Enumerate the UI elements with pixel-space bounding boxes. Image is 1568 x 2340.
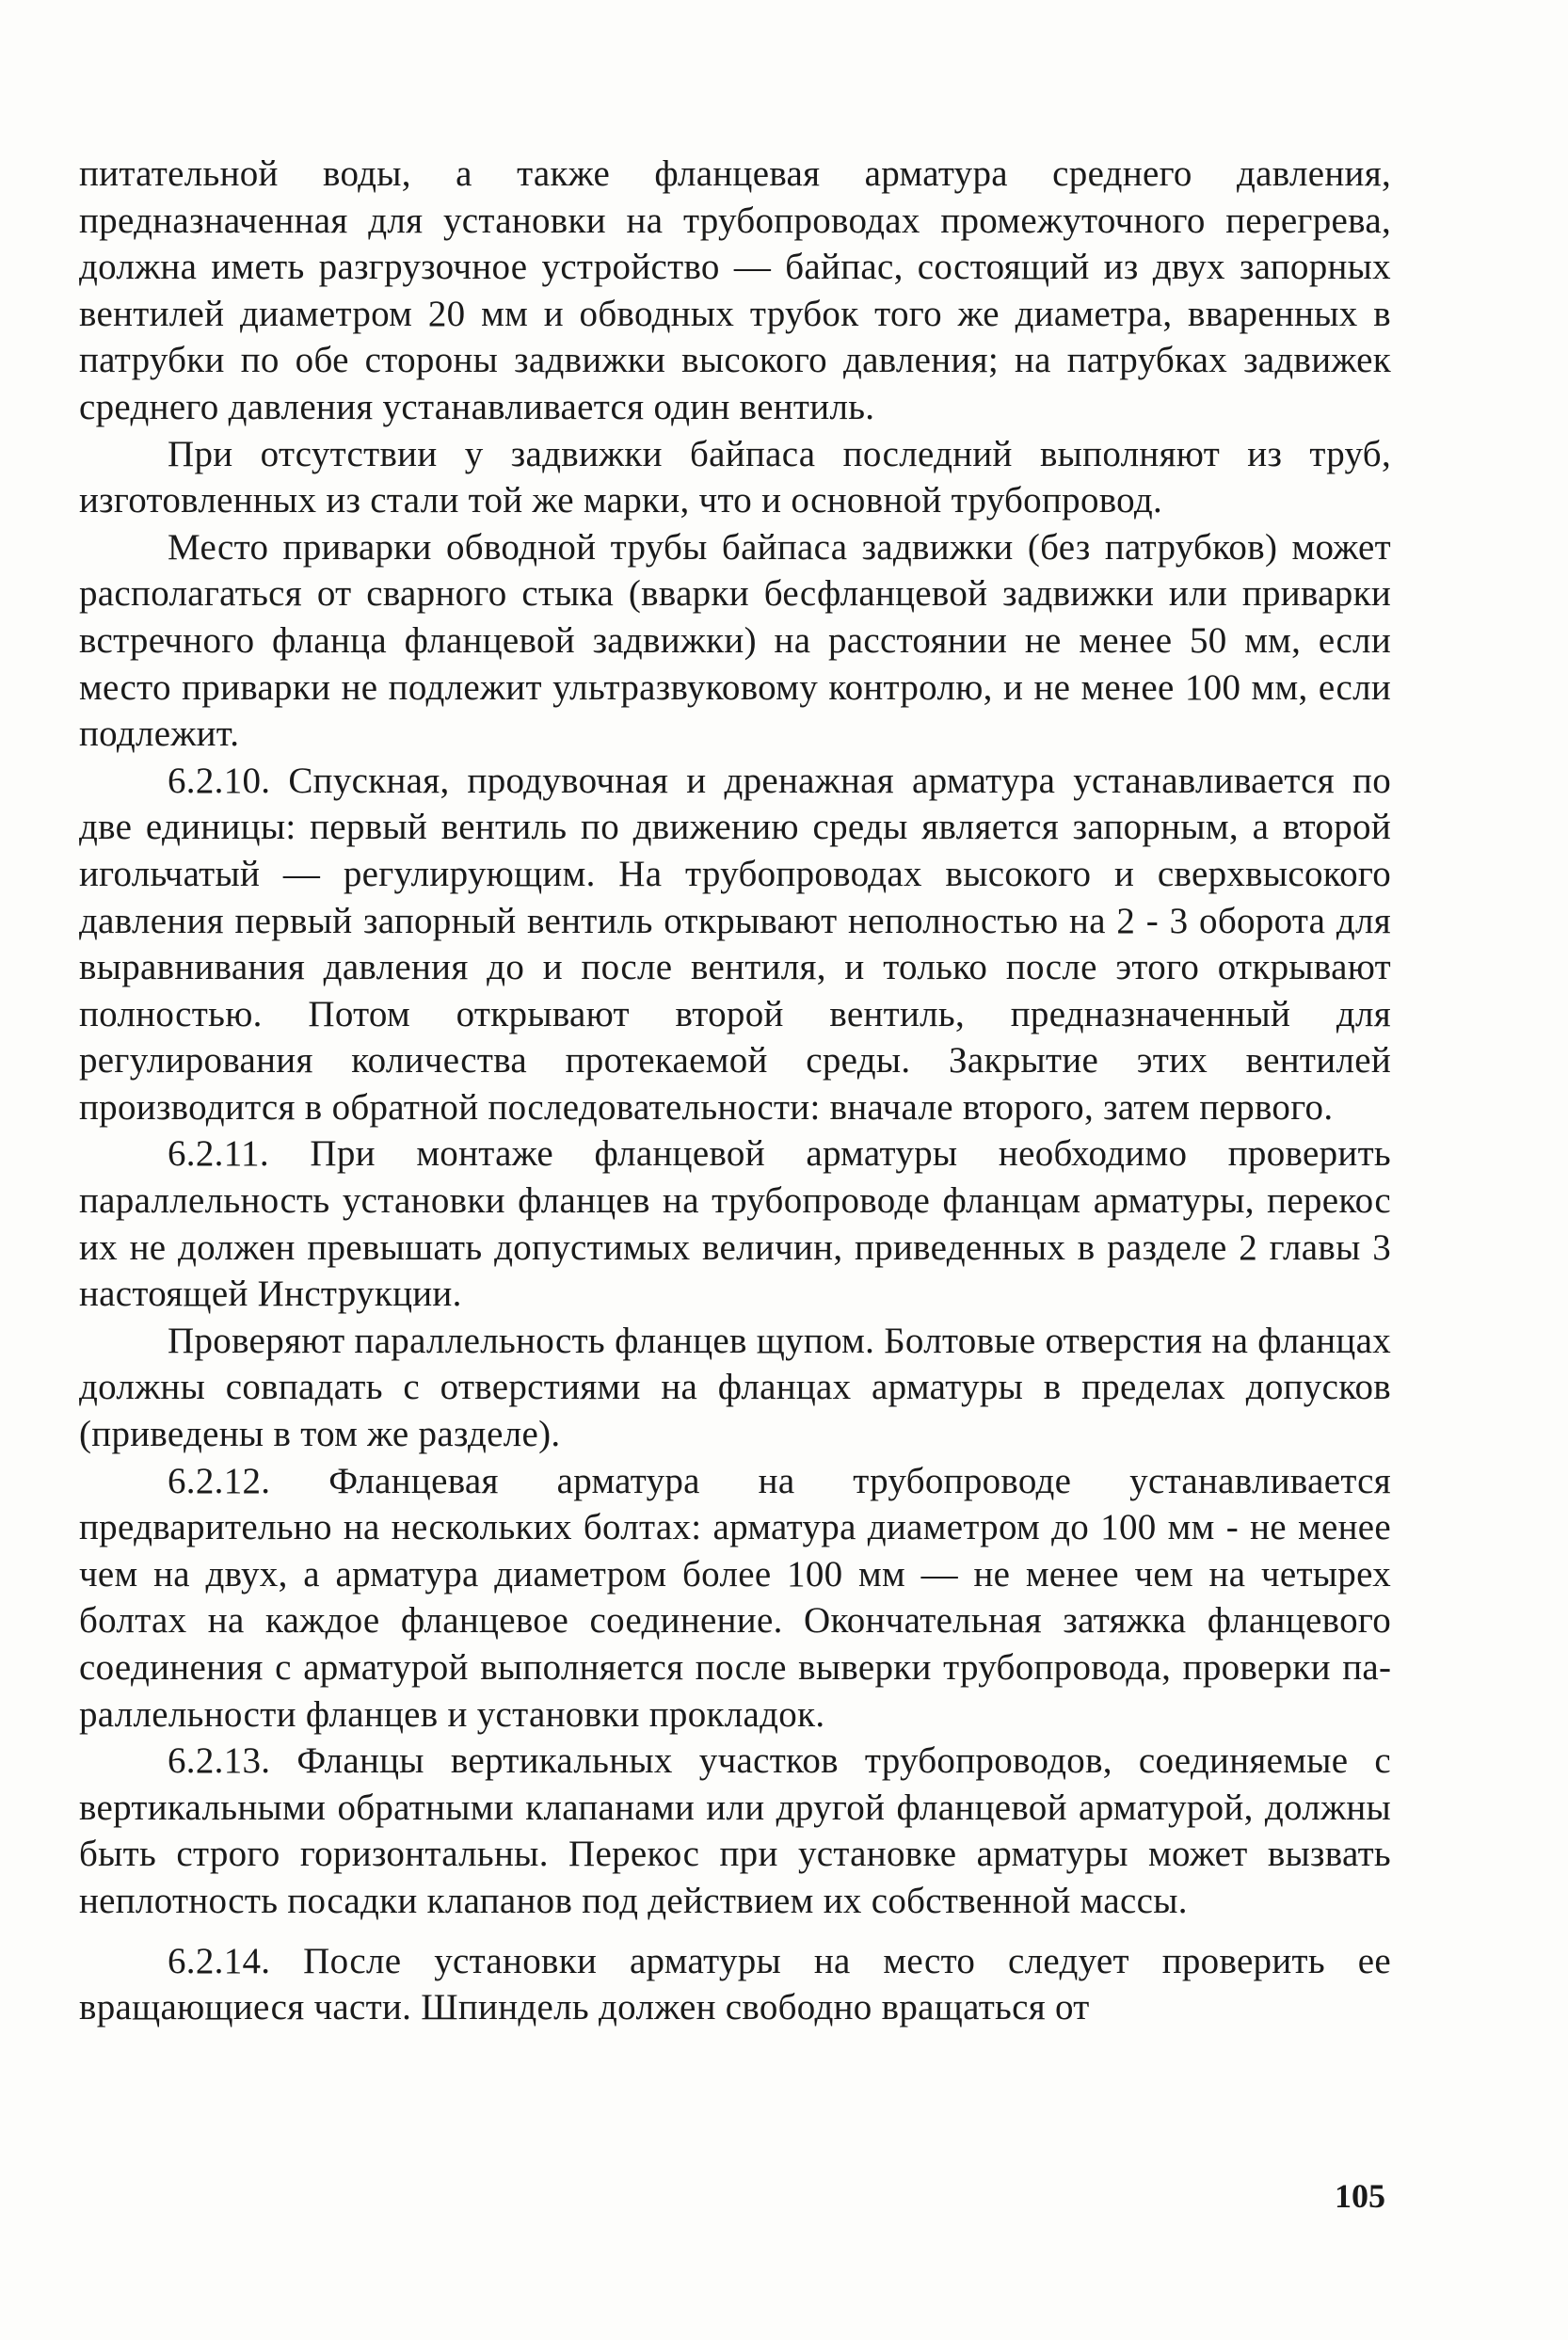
- paragraph-6-2-13: 6.2.13. Фланцы вертикальных участков трубопроводов, соединяемые с вертикальными обратными клапанами или другой фланцевой арматурой, должны быть строго горизонтальны. Перекос при установке арматуры может вызвать неплотность посадки клапанов под действием их собственной массы.: [79, 1740, 1391, 1921]
- paragraph-continued: питательной воды, а также фланцевая арматура среднего давления, предназначенная для установки на трубопроводах промежуточного перегрева, должна иметь разгрузочное устройство — байпас, состоящий из двух запорных вентилей диаметром 20 мм и обводных трубок того же диаметра, вваренных в патрубки по обе стороны задвижки высокого давления; на патрубках задвижек среднего давления устанавливается один вентиль.: [79, 153, 1391, 427]
- paragraph-bypass-welding: Место приварки обводной трубы байпаса задвижки (без патрубков) может располагаться от сварного стыка (вварки бесфланцевой задвижки или приварки встречного фланца фланцевой задвижки) на расстоянии не менее 50 мм, если место приварки не подлежит ультразвуковому контролю, и не менее 100 мм, если подлежит.: [79, 526, 1391, 755]
- paragraph-6-2-10: 6.2.10. Спускная, продувочная и дренажная арматура устанавливается по две единицы: первый вентиль по движению среды является запорным, а второй игольчатый — регулирующим. На трубопроводах высокого и сверхвысокого давления первый запорный вентиль открывают неполностью на 2 - 3 оборота для выравнивания давления до и после вентиля, и только после этого открывают полностью. Потом открывают второй вентиль, предназначенный для регулирования количества протекаемой среды. Закрытие этих вентилей производится в обратной последовательности: вначале второго, затем первого.: [79, 760, 1391, 1128]
- paragraph-bypass-absence: При отсутствии у задвижки байпаса последний выполняют из труб, изготовленных из стали той же марки, что и основной трубопровод.: [79, 433, 1391, 521]
- paragraph-6-2-11: 6.2.11. При монтаже фланцевой арматуры необходимо проверить параллельность установки фланцев на трубопроводе фланцам арматуры, перекос их не должен превышать допустимых величин, приведенных в разделе 2 главы 3 настоящей Инструкции.: [79, 1133, 1391, 1315]
- paragraph-flange-check: Проверяют параллельность фланцев щупом. Болтовые отверстия на фланцах должны совпадать с отверстиями на фланцах арматуры в пределах допусков (приведены в том же разделе).: [79, 1320, 1391, 1455]
- paragraph-6-2-12: 6.2.12. Фланцевая арматура на трубопроводе устанавливается предварительно на нескольких болтах: арматура диаметром до 100 мм - не менее чем на двух, а арматура диаметром более 100 мм — не менее чем на четырех болтах на каждое фланцевое соединение. Окончательная затяжка фланцевого соединения с арматурой выполняется после выверки трубопровода, проверки параллельности фланцев и установки прокладок.: [79, 1460, 1391, 1735]
- page-number: 105: [1335, 2177, 1385, 2215]
- paragraph-6-2-14: 6.2.14. После установки арматуры на место следует проверить ее вращающиеся части. Шпиндель должен свободно вращаться от: [79, 1940, 1391, 2028]
- body-text: [79, 151, 1391, 2031]
